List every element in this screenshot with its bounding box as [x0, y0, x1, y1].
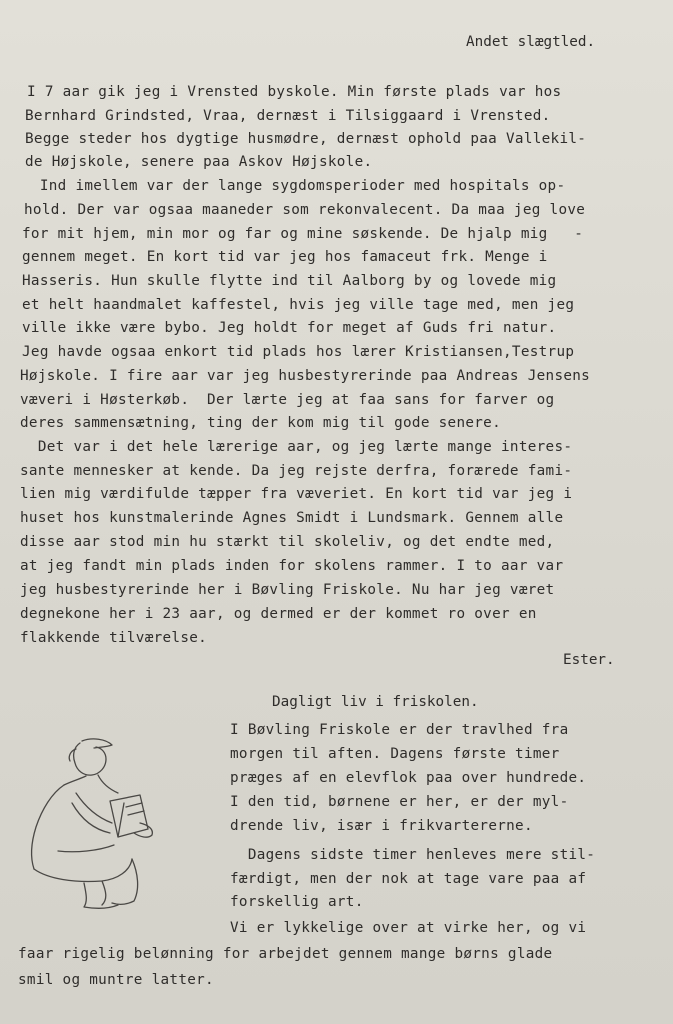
text-line: Begge steder hos dygtige husmødre, dernæst ophold paa Vallekil- [25, 131, 587, 147]
section-heading: Dagligt liv i friskolen. [272, 694, 479, 710]
text-line: hold. Der var ogsaa maaneder som rekonvalecent. Da maa jeg love [24, 202, 586, 218]
text-line: for mit hjem, min mor og far og mine søskende. De hjalp mig - [22, 226, 584, 242]
text-line: gennem meget. En kort tid var jeg hos famaceut frk. Menge i [22, 249, 548, 265]
text-line: I den tid, børnene er her, er der myl- [230, 794, 569, 810]
text-line: smil og muntre latter. [18, 972, 214, 988]
text-line: Hasseris. Hun skulle flytte ind til Aalborg by og lovede mig [22, 273, 557, 289]
text-line: præges af en elevflok paa over hundrede. [230, 770, 587, 786]
text-line: forskellig art. [230, 894, 364, 910]
text-line: Bernhard Grindsted, Vraa, dernæst i Tilsiggaard i Vrensted. [25, 108, 551, 124]
text-line: faar rigelig belønning for arbejdet gennem mange børns glade [18, 946, 553, 962]
text-line: disse aar stod min hu stærkt til skoleliv, og det endte med, [20, 534, 555, 550]
text-line: Vi er lykkelige over at virke her, og vi [230, 920, 587, 936]
text-line: Dagens sidste timer henleves mere stil- [230, 847, 596, 863]
text-line: de Højskole, senere paa Askov Højskole. [25, 154, 373, 170]
text-line: Højskole. I fire aar var jeg husbestyrerinde paa Andreas Jensens [20, 368, 591, 384]
text-line: deres sammensætning, ting der kom mig til gode senere. [20, 415, 502, 431]
chapter-heading: Andet slægtled. [466, 34, 596, 50]
text-line: I Bøvling Friskole er der travlhed fra [230, 722, 569, 738]
text-line: degnekone her i 23 aar, og dermed er der kommet ro over en [20, 606, 537, 622]
text-line: et helt haandmalet kaffestel, hvis jeg ville tage med, men jeg [22, 297, 575, 313]
text-line: Jeg havde ogsaa enkort tid plads hos lærer Kristiansen,Testrup [22, 344, 575, 360]
text-line: huset hos kunstmalerinde Agnes Smidt i Lundsmark. Gennem alle [20, 510, 564, 526]
text-line: sante mennesker at kende. Da jeg rejste derfra, forærede fami- [20, 463, 573, 479]
text-line: I 7 aar gik jeg i Vrensted byskole. Min første plads var hos [27, 84, 562, 100]
text-line: færdigt, men der nok at tage vare paa af [230, 871, 587, 887]
text-line: ville ikke være bybo. Jeg holdt for meget af Guds fri natur. [22, 320, 557, 336]
child-reading-illustration [14, 733, 162, 915]
text-line: drende liv, især i frikvartererne. [230, 818, 533, 834]
author-signature: Ester. [563, 652, 615, 668]
text-line: lien mig værdifulde tæpper fra væveriet. En kort tid var jeg i [20, 486, 573, 502]
text-line: at jeg fandt min plads inden for skolens rammer. I to aar var [20, 558, 564, 574]
text-line: jeg husbestyrerinde her i Bøvling Friskole. Nu har jeg været [20, 582, 555, 598]
text-line: væveri i Høsterkøb. Der lærte jeg at faa sans for farver og [20, 392, 555, 408]
text-line: flakkende tilværelse. [20, 630, 208, 646]
text-line: morgen til aften. Dagens første timer [230, 746, 560, 762]
text-line: Ind imellem var der lange sygdomsperioder med hospitals op- [22, 178, 566, 194]
text-line: Det var i det hele lærerige aar, og jeg lærte mange interes- [20, 439, 573, 455]
